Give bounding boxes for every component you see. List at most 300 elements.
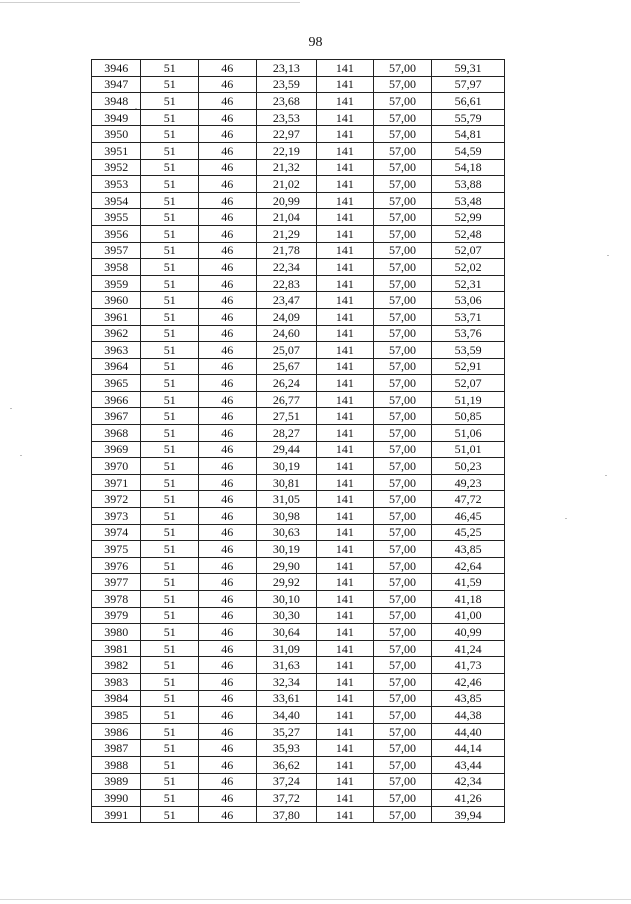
table-cell: 141 [317,242,374,259]
table-cell: 23,13 [256,60,317,77]
table-row [92,76,505,93]
table-row [92,176,505,193]
table-cell: 51 [141,756,199,773]
table-cell: 51 [141,790,199,807]
table-cell: 57,00 [373,806,432,823]
table-row [92,259,505,276]
table-cell: 46 [199,76,257,93]
table-cell: 53,71 [432,308,505,325]
table-cell: 51 [141,109,199,126]
table-cell: 57,00 [373,60,432,77]
table-cell: 141 [317,308,374,325]
table-cell: 46 [199,524,257,541]
table-cell: 41,00 [432,607,505,624]
table-row [92,607,505,624]
row-id-cell: 3965 [92,375,141,392]
table-cell: 57,00 [373,325,432,342]
table-cell: 29,44 [256,441,317,458]
table-cell: 41,59 [432,574,505,591]
table-cell: 51 [141,325,199,342]
table-cell: 52,48 [432,225,505,242]
table-cell: 57,00 [373,557,432,574]
table-cell: 28,27 [256,425,317,442]
row-id-cell: 3955 [92,209,141,226]
table-cell: 51 [141,425,199,442]
table-cell: 55,79 [432,109,505,126]
table-cell: 141 [317,76,374,93]
table-cell: 46 [199,441,257,458]
table-cell: 141 [317,225,374,242]
table-row [92,126,505,143]
table-cell: 141 [317,292,374,309]
row-id-cell: 3991 [92,806,141,823]
table-cell: 35,93 [256,740,317,757]
table-body [92,60,505,823]
row-id-cell: 3960 [92,292,141,309]
table-cell: 57,00 [373,508,432,525]
table-cell: 57,00 [373,790,432,807]
table-cell: 51 [141,773,199,790]
row-id-cell: 3983 [92,673,141,690]
table-cell: 141 [317,574,374,591]
scan-speck [10,408,12,409]
table-cell: 57,00 [373,707,432,724]
table-cell: 25,07 [256,342,317,359]
table-cell: 51 [141,375,199,392]
table-cell: 141 [317,325,374,342]
table-cell: 51 [141,723,199,740]
table-cell: 50,23 [432,458,505,475]
table-cell: 21,29 [256,225,317,242]
table-cell: 46 [199,508,257,525]
scan-edge-bottom [0,899,631,900]
table-row [92,541,505,558]
table-cell: 141 [317,756,374,773]
table-cell: 46 [199,408,257,425]
table-row [92,391,505,408]
table-row [92,275,505,292]
table-cell: 141 [317,673,374,690]
table-cell: 46 [199,740,257,757]
row-id-cell: 3952 [92,159,141,176]
row-id-cell: 3946 [92,60,141,77]
row-id-cell: 3970 [92,458,141,475]
table-cell: 46 [199,806,257,823]
table-cell: 53,88 [432,176,505,193]
table-cell: 51 [141,657,199,674]
table-cell: 59,31 [432,60,505,77]
table-cell: 57,00 [373,607,432,624]
table-cell: 51 [141,225,199,242]
table-cell: 46 [199,142,257,159]
table-cell: 51 [141,607,199,624]
table-row [92,657,505,674]
table-cell: 46 [199,242,257,259]
table-cell: 141 [317,259,374,276]
table-cell: 141 [317,806,374,823]
table-cell: 41,73 [432,657,505,674]
table-row [92,707,505,724]
table-cell: 46 [199,673,257,690]
table-row [92,308,505,325]
table-cell: 141 [317,192,374,209]
row-id-cell: 3988 [92,756,141,773]
table-cell: 52,91 [432,358,505,375]
table-cell: 37,80 [256,806,317,823]
table-cell: 51 [141,259,199,276]
table-row [92,690,505,707]
row-id-cell: 3947 [92,76,141,93]
table-cell: 141 [317,441,374,458]
table-cell: 46 [199,591,257,608]
table-cell: 51,01 [432,441,505,458]
row-id-cell: 3959 [92,275,141,292]
table-cell: 51 [141,391,199,408]
table-cell: 46 [199,607,257,624]
table-cell: 141 [317,524,374,541]
table-cell: 51 [141,126,199,143]
row-id-cell: 3973 [92,508,141,525]
row-id-cell: 3954 [92,192,141,209]
table-cell: 46 [199,176,257,193]
row-id-cell: 3984 [92,690,141,707]
table-cell: 23,47 [256,292,317,309]
table-cell: 30,19 [256,541,317,558]
table-cell: 43,44 [432,756,505,773]
table-cell: 46 [199,209,257,226]
table-cell: 42,46 [432,673,505,690]
table-cell: 141 [317,740,374,757]
row-id-cell: 3957 [92,242,141,259]
row-id-cell: 3967 [92,408,141,425]
table-row [92,773,505,790]
table-row [92,358,505,375]
row-id-cell: 3990 [92,790,141,807]
page-number: 98 [308,35,323,50]
table-cell: 57,00 [373,308,432,325]
row-id-cell: 3963 [92,342,141,359]
row-id-cell: 3972 [92,491,141,508]
table-cell: 46 [199,308,257,325]
row-id-cell: 3949 [92,109,141,126]
table-cell: 141 [317,624,374,641]
table-cell: 51 [141,275,199,292]
table-cell: 51 [141,591,199,608]
table-cell: 51 [141,673,199,690]
row-id-cell: 3969 [92,441,141,458]
table-cell: 51 [141,308,199,325]
table-cell: 46 [199,358,257,375]
row-id-cell: 3951 [92,142,141,159]
row-id-cell: 3982 [92,657,141,674]
table-cell: 51,06 [432,425,505,442]
table-cell: 141 [317,60,374,77]
table-cell: 141 [317,391,374,408]
table-row [92,325,505,342]
scan-speck [605,475,607,476]
table-cell: 46 [199,425,257,442]
table-cell: 46 [199,707,257,724]
row-id-cell: 3953 [92,176,141,193]
table-cell: 21,02 [256,176,317,193]
table-cell: 57,00 [373,756,432,773]
table-cell: 46 [199,624,257,641]
table-cell: 42,64 [432,557,505,574]
table-row [92,474,505,491]
row-id-cell: 3958 [92,259,141,276]
row-id-cell: 3971 [92,474,141,491]
table-cell: 141 [317,723,374,740]
table-cell: 57,00 [373,342,432,359]
table-cell: 53,48 [432,192,505,209]
table-cell: 57,00 [373,93,432,110]
table-row [92,209,505,226]
row-id-cell: 3962 [92,325,141,342]
table-cell: 52,31 [432,275,505,292]
row-id-cell: 3978 [92,591,141,608]
table-cell: 30,19 [256,458,317,475]
table-cell: 51 [141,93,199,110]
table-cell: 57,00 [373,657,432,674]
table-cell: 57,00 [373,126,432,143]
table-cell: 46 [199,790,257,807]
table-cell: 46 [199,192,257,209]
table-cell: 52,07 [432,375,505,392]
table-cell: 51 [141,242,199,259]
table-cell: 57,00 [373,624,432,641]
table-cell: 57,00 [373,292,432,309]
table-cell: 51 [141,60,199,77]
table-row [92,624,505,641]
table-cell: 46 [199,557,257,574]
table-cell: 23,59 [256,76,317,93]
table-row [92,60,505,77]
row-id-cell: 3950 [92,126,141,143]
table-row [92,673,505,690]
table-cell: 141 [317,159,374,176]
row-id-cell: 3989 [92,773,141,790]
table-cell: 46 [199,491,257,508]
table-cell: 46 [199,574,257,591]
table-cell: 46 [199,657,257,674]
table-cell: 52,02 [432,259,505,276]
row-id-cell: 3975 [92,541,141,558]
table-cell: 51 [141,209,199,226]
table-cell: 49,23 [432,474,505,491]
table-cell: 34,40 [256,707,317,724]
table-row [92,109,505,126]
table-cell: 57,00 [373,458,432,475]
table-cell: 141 [317,591,374,608]
table-row [92,640,505,657]
table-row [92,93,505,110]
table-row [92,524,505,541]
table-cell: 51 [141,707,199,724]
table-cell: 57,00 [373,773,432,790]
table-cell: 37,72 [256,790,317,807]
row-id-cell: 3977 [92,574,141,591]
table-cell: 22,34 [256,259,317,276]
row-id-cell: 3968 [92,425,141,442]
row-id-cell: 3986 [92,723,141,740]
table-row [92,740,505,757]
table-cell: 53,59 [432,342,505,359]
table-cell: 46 [199,773,257,790]
table-cell: 141 [317,209,374,226]
table-cell: 57,97 [432,76,505,93]
table-cell: 57,00 [373,242,432,259]
table-cell: 57,00 [373,76,432,93]
table-cell: 51 [141,76,199,93]
row-id-cell: 3987 [92,740,141,757]
table-cell: 51 [141,441,199,458]
table-cell: 30,30 [256,607,317,624]
table-cell: 57,00 [373,425,432,442]
table-cell: 57,00 [373,474,432,491]
table-cell: 57,00 [373,275,432,292]
table-cell: 47,72 [432,491,505,508]
table-cell: 57,00 [373,640,432,657]
table-cell: 27,51 [256,408,317,425]
table-row [92,491,505,508]
table-cell: 21,32 [256,159,317,176]
scan-speck [565,518,567,519]
table-cell: 54,81 [432,126,505,143]
table-cell: 31,05 [256,491,317,508]
table-cell: 30,63 [256,524,317,541]
row-id-cell: 3979 [92,607,141,624]
table-cell: 53,06 [432,292,505,309]
table-cell: 30,81 [256,474,317,491]
row-id-cell: 3976 [92,557,141,574]
table-cell: 141 [317,126,374,143]
table-cell: 57,00 [373,673,432,690]
table-row [92,756,505,773]
row-id-cell: 3985 [92,707,141,724]
table-cell: 46 [199,159,257,176]
table-cell: 141 [317,790,374,807]
table-cell: 51 [141,159,199,176]
row-id-cell: 3981 [92,640,141,657]
table-cell: 57,00 [373,109,432,126]
table-cell: 31,63 [256,657,317,674]
table-cell: 25,67 [256,358,317,375]
table-cell: 57,00 [373,541,432,558]
table-cell: 26,24 [256,375,317,392]
table-cell: 57,00 [373,358,432,375]
table-cell: 57,00 [373,574,432,591]
table-cell: 46 [199,640,257,657]
table-cell: 141 [317,176,374,193]
table-cell: 52,99 [432,209,505,226]
table-cell: 31,09 [256,640,317,657]
table-row [92,159,505,176]
table-cell: 51 [141,574,199,591]
table-cell: 46,45 [432,508,505,525]
table-cell: 51 [141,491,199,508]
table-cell: 51 [141,806,199,823]
table-row [92,557,505,574]
table-cell: 46 [199,259,257,276]
table-cell: 32,34 [256,673,317,690]
table-row [92,790,505,807]
table-cell: 57,00 [373,225,432,242]
table-cell: 51 [141,192,199,209]
table-cell: 30,64 [256,624,317,641]
table-cell: 51 [141,740,199,757]
row-id-cell: 3948 [92,93,141,110]
table-cell: 46 [199,60,257,77]
table-cell: 46 [199,391,257,408]
table-cell: 51 [141,508,199,525]
table-cell: 141 [317,508,374,525]
table-cell: 51 [141,358,199,375]
table-cell: 36,62 [256,756,317,773]
table-cell: 21,78 [256,242,317,259]
table-cell: 46 [199,458,257,475]
table-cell: 141 [317,607,374,624]
table-cell: 23,68 [256,93,317,110]
scan-speck [607,255,609,256]
table-cell: 57,00 [373,259,432,276]
table-cell: 22,83 [256,275,317,292]
table-cell: 57,00 [373,209,432,226]
table-cell: 141 [317,707,374,724]
table-cell: 44,14 [432,740,505,757]
table-row [92,806,505,823]
table-cell: 51 [141,292,199,309]
table-cell: 54,18 [432,159,505,176]
table-cell: 50,85 [432,408,505,425]
table-cell: 45,25 [432,524,505,541]
table-cell: 46 [199,93,257,110]
table-cell: 46 [199,225,257,242]
table-cell: 141 [317,557,374,574]
table-cell: 51 [141,690,199,707]
table-cell: 52,07 [432,242,505,259]
table-row [92,225,505,242]
table-cell: 51 [141,624,199,641]
table-cell: 141 [317,425,374,442]
table-cell: 56,61 [432,93,505,110]
row-id-cell: 3980 [92,624,141,641]
table-cell: 51,19 [432,391,505,408]
table-cell: 41,24 [432,640,505,657]
table-cell: 53,76 [432,325,505,342]
row-id-cell: 3974 [92,524,141,541]
table-cell: 46 [199,275,257,292]
table-cell: 141 [317,358,374,375]
table-cell: 51 [141,342,199,359]
table-cell: 57,00 [373,591,432,608]
table-row [92,408,505,425]
table-cell: 141 [317,93,374,110]
table-cell: 57,00 [373,723,432,740]
table-cell: 141 [317,375,374,392]
table-cell: 57,00 [373,524,432,541]
table-cell: 57,00 [373,408,432,425]
table-cell: 24,60 [256,325,317,342]
table-cell: 44,38 [432,707,505,724]
table-row [92,574,505,591]
table-cell: 141 [317,474,374,491]
table-cell: 51 [141,640,199,657]
table-cell: 141 [317,458,374,475]
table-cell: 51 [141,142,199,159]
table-cell: 22,19 [256,142,317,159]
table-cell: 21,04 [256,209,317,226]
table-cell: 33,61 [256,690,317,707]
